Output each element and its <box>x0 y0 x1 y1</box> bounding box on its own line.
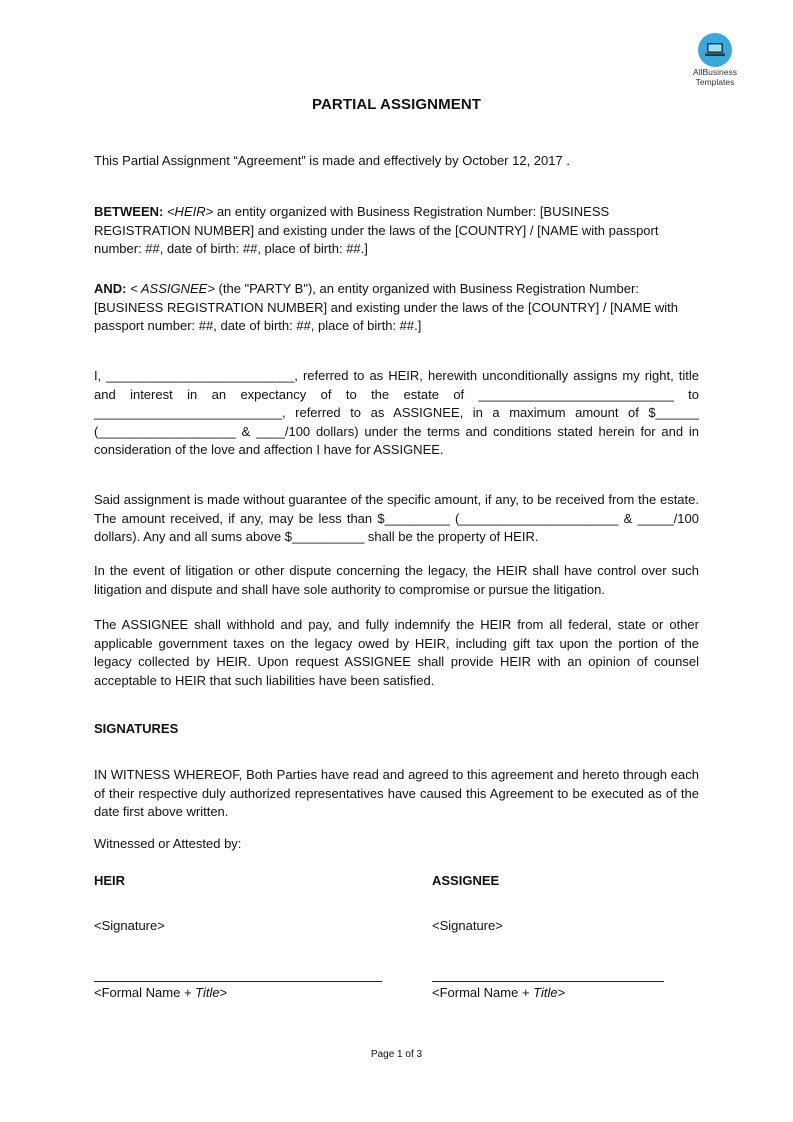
between-party: <HEIR> <box>166 204 214 219</box>
and-paragraph <box>94 280 699 336</box>
witnessed-by-label: Witnessed or Attested by: <box>94 836 242 851</box>
heir-signature-line <box>94 981 382 982</box>
and-label: AND: <box>94 281 127 296</box>
assignee-signature-placeholder: <Signature> <box>432 918 503 933</box>
laptop-icon <box>698 33 732 67</box>
between-paragraph <box>94 203 699 259</box>
intro-paragraph: This Partial Assignment “Agreement” is made and effectively by October 12, 2017 . <box>94 153 570 168</box>
assignee-label: ASSIGNEE <box>432 873 500 888</box>
assignment-paragraph: I, __________________________, referred to as HEIR, herewith unconditionally assigns my right, title and interest in an expectancy of to the estate of ___________________________ to __________________________, referred to as ASSIGNEE, in a maximum amount of $______ (___________________ & ____/100 dollars) under the terms and conditions stated herein for and in consideration of the love and affection I have for ASSIGNEE. <box>94 368 699 457</box>
logo-text-line1: AllBusiness <box>693 67 737 77</box>
heir-label: HEIR <box>94 873 126 888</box>
assignee-formal-name: <Formal Name + Title> <box>432 985 566 1000</box>
guarantee-paragraph: Said assignment is made without guarantee of the specific amount, if any, to be received from the estate. The amount received, if any, may be less than $_________ (______________________ & _____/100 dollars). Any and all sums above $__________ shall be the property of HEIR. <box>94 492 699 544</box>
allbusiness-logo <box>685 33 745 87</box>
assignee-signature-line <box>432 981 664 982</box>
litigation-paragraph: In the event of litigation or other dispute concerning the legacy, the HEIR shall have control over such litigation and dispute and shall have sole authority to compromise or pursue the litigation. <box>94 563 699 597</box>
document-title: PARTIAL ASSIGNMENT <box>311 96 482 113</box>
heir-signature-placeholder: <Signature> <box>94 918 165 933</box>
witness-paragraph: IN WITNESS WHEREOF, Both Parties have read and agreed to this agreement and hereto through each of their respective duly authorized representatives have caused this Agreement to be executed as of the date first above written. <box>94 767 699 819</box>
between-text: an entity organized with Business Registration Number: [BUSINESS REGISTRATION NUMBER] and existing under the laws of the [COUNTRY] / [NAME with passport number: ##, date of birth: ##, place of birth: ##.] <box>94 204 659 256</box>
page-number: Page 1 of 3 <box>370 1049 423 1060</box>
logo-text-line2: Templates <box>695 77 735 87</box>
taxes-paragraph: The ASSIGNEE shall withhold and pay, and fully indemnify the HEIR from all federal, state or other applicable government taxes on the legacy owed by HEIR, including gift tax upon the portion of the legacy collected by HEIR. Upon request ASSIGNEE shall provide HEIR with an opinion of counsel acceptable to HEIR that such liabilities have been satisfied. <box>94 617 699 688</box>
between-label: BETWEEN: <box>94 204 164 219</box>
and-text: (the "PARTY B"), an entity organized with Business Registration Number: [BUSINESS REGISTRATION NUMBER] and existing under the laws of the [COUNTRY] / [NAME with passport number: ##, date of birth: ##, place of birth: ##.] <box>94 281 678 333</box>
signatures-heading: SIGNATURES <box>94 721 179 736</box>
and-party: < ASSIGNEE> <box>130 281 215 296</box>
heir-formal-name: <Formal Name + Title> <box>94 985 228 1000</box>
